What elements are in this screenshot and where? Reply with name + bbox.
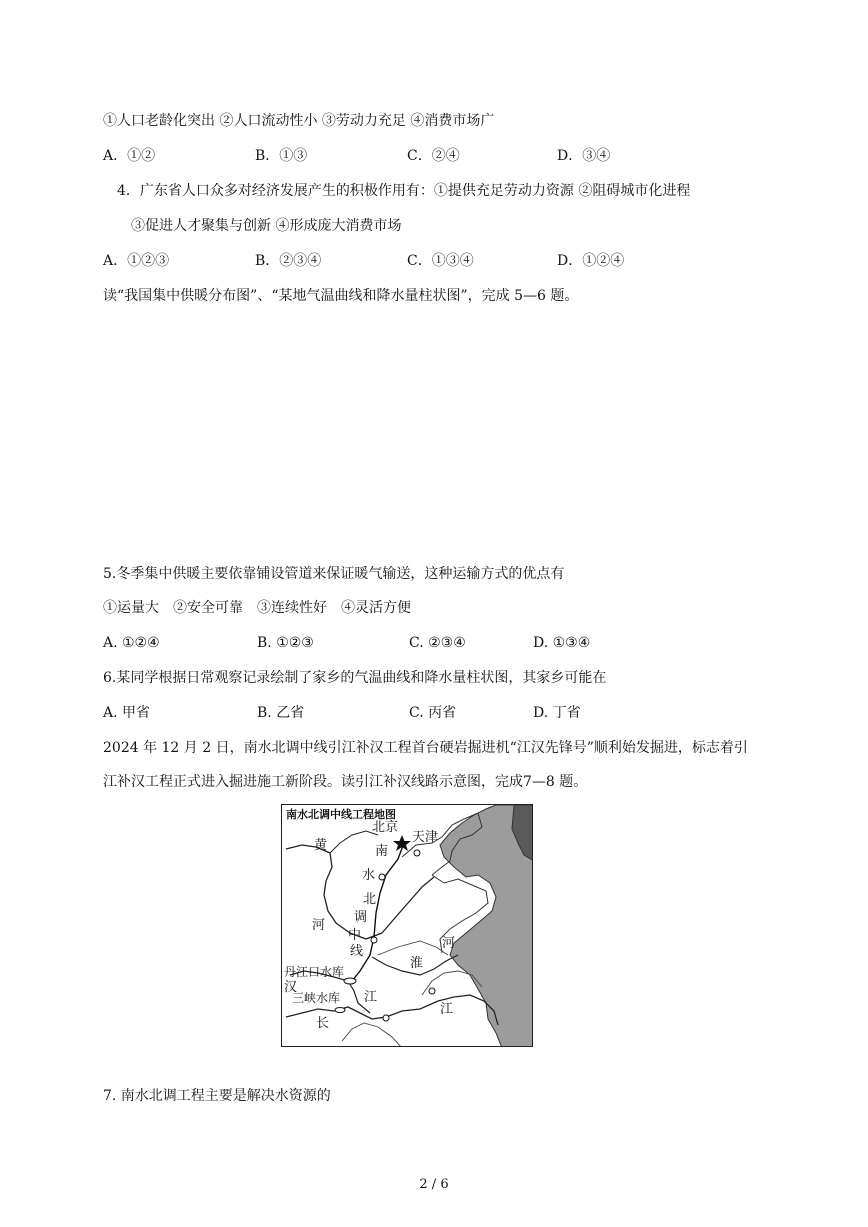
map-label-jiang2: 江 [440,1002,454,1017]
q4-options [103,251,783,271]
page-number: 2 / 6 [419,1177,449,1192]
q6-stem: 6.某同学根据日常观察记录绘制了家乡的气温曲线和降水量柱状图，其家乡可能在 [103,670,607,686]
map-label-beijing: 北京 [372,820,399,835]
city-wuhan [383,1015,389,1021]
q5-options [103,633,783,653]
q6-option-b[interactable]: B. 乙省 [257,705,305,721]
map-label-huang: 黄 [314,838,328,853]
q4-stem-line2: ③促进人才聚集与创新 ④形成庞大消费市场 [131,218,402,234]
q5-option-b[interactable]: B. ①②③ [257,635,314,651]
map-label-chang: 长 [316,1016,330,1031]
city-tianjin [414,850,420,856]
q3-option-c[interactable]: C．②④ [407,148,460,164]
map-label-xian: 线 [350,944,364,959]
map-label-danjiangkou: 丹江口水库 [284,965,345,979]
q3-option-b[interactable]: B．①③ [255,148,308,164]
map-label-huai: 淮 [410,956,424,971]
intro-5-6: 读“我国集中供暖分布图”、“某地气温曲线和降水量柱状图”，完成 5—6 题。 [103,288,579,304]
q4-option-b[interactable]: B．②③④ [255,253,322,269]
map-label-jiang1: 江 [364,990,378,1005]
q3-option-a[interactable]: A．①② [103,148,156,164]
yellow-river-upper [330,831,378,853]
q5-option-a[interactable]: A. ①②④ [103,635,160,651]
q5-items: ①运量大 ②安全可靠 ③连续性好 ④灵活方便 [103,600,411,616]
map-title: 南水北调中线工程地图 [286,808,396,821]
map-label-bei: 北 [363,892,377,907]
q6-option-c[interactable]: C. 丙省 [409,705,457,721]
intro-7-8-line2: 江补汉工程正式进入掘进施工新阶段。读引江补汉线路示意图，完成7—8 题。 [103,774,588,790]
q7-stem: 7. 南水北调工程主要是解决水资源的 [103,1088,331,1104]
danjiangkou-reservoir [344,978,356,984]
q3-option-d[interactable]: D．③④ [557,148,611,164]
map-label-zhong: 中 [348,928,362,943]
region-boundary-1 [378,941,448,955]
q3-options [103,146,783,166]
city-zhengzhou [371,937,377,943]
q5-option-c[interactable]: C. ②③④ [409,635,466,651]
map-label-diao: 调 [354,910,368,925]
map-label-he-huai: 河 [442,936,456,951]
map-label-nan: 南 [375,844,389,859]
city-hefei [429,988,435,994]
q6-options [103,703,783,723]
south-north-water-map [281,804,533,1047]
q4-stem-line1: 4．广东省人口众多对经济发展产生的积极作用有：①提供充足劳动力资源 ②阻碍城市化进程 [117,183,691,199]
region-boundary-3 [342,1023,402,1047]
q5-option-d[interactable]: D. ①③④ [533,635,591,651]
q5-stem: 5.冬季集中供暖主要依靠铺设管道来保证暖气输送，这种运输方式的优点有 [103,566,565,582]
q6-option-a[interactable]: A. 甲省 [103,705,151,721]
q4-option-a[interactable]: A．①②③ [103,253,170,269]
q4-option-c[interactable]: C．①③④ [407,253,474,269]
city-shijiazhuang [379,874,385,880]
sanxia-reservoir [335,1008,345,1013]
map-label-he-yellow: 河 [312,918,326,933]
map-label-shui: 水 [362,868,376,883]
map-label-sanxia: 三峡水库 [292,991,341,1005]
q3-items: ①人口老龄化突出 ②人口流动性小 ③劳动力充足 ④消费市场广 [103,113,495,129]
q4-option-d[interactable]: D．①②④ [557,253,625,269]
map-label-tianjin: 天津 [412,830,439,845]
map-label-han: 汉 [284,980,298,995]
intro-7-8-line1: 2024 年 12 月 2 日，南水北调中线引江补汉工程首台硬岩掘进机“江汉先锋号”顺利始发掘进，标志着引 [103,740,748,756]
q6-option-d[interactable]: D. 丁省 [533,705,581,721]
